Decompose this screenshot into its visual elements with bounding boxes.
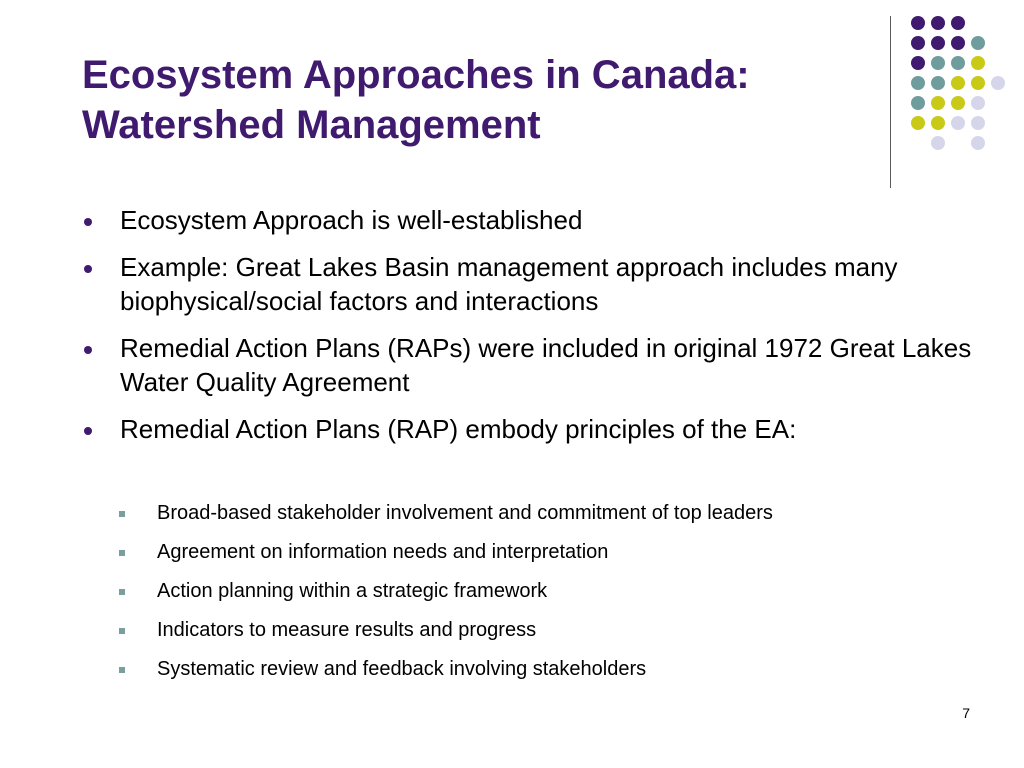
- bullet-item: [84, 250, 984, 318]
- bullet-text: Example: Great Lakes Basin management approach includes many biophysical/social factors and interactions: [120, 252, 898, 316]
- dot-purple: [911, 16, 925, 30]
- sub-bullet-marker: [119, 511, 125, 517]
- dot-teal: [951, 56, 965, 70]
- sub-bullet-text: Agreement on information needs and interpretation: [157, 541, 609, 563]
- dot-yellow: [971, 76, 985, 90]
- dot-lavender: [971, 96, 985, 110]
- sub-bullet-text: Broad-based stakeholder involvement and commitment of top leaders: [157, 502, 773, 524]
- dot-yellow: [951, 76, 965, 90]
- sub-bullet-text: Action planning within a strategic framework: [157, 580, 548, 602]
- sub-bullet-item: [117, 578, 977, 617]
- dot-teal: [911, 76, 925, 90]
- dot-teal: [931, 76, 945, 90]
- dot-lavender: [931, 136, 945, 150]
- bullet-item: [84, 203, 984, 237]
- sub-bullet-text: Systematic review and feedback involving stakeholders: [157, 658, 647, 680]
- sub-bullet-marker: [119, 628, 125, 634]
- dot-purple: [911, 36, 925, 50]
- title-line-1: Ecosystem Approaches in Canada:: [82, 53, 750, 97]
- dot-lavender: [951, 116, 965, 130]
- sub-bullet-marker: [119, 589, 125, 595]
- sub-bullet-item: [117, 617, 977, 656]
- dot-teal: [931, 56, 945, 70]
- dot-purple: [951, 36, 965, 50]
- sub-bullet-text: Indicators to measure results and progress: [157, 619, 537, 641]
- dot-purple: [911, 56, 925, 70]
- dot-lavender: [971, 136, 985, 150]
- dot-yellow: [971, 56, 985, 70]
- bullet-text: Ecosystem Approach is well-established: [120, 205, 583, 235]
- bullet-text: Remedial Action Plans (RAPs) were included in original 1972 Great Lakes Water Quality Agreement: [120, 333, 972, 397]
- bullet-marker: [84, 427, 92, 435]
- sub-bullet-marker: [119, 550, 125, 556]
- page-number: 7: [962, 705, 970, 721]
- sub-bullet-marker: [119, 667, 125, 673]
- dot-purple: [931, 16, 945, 30]
- bullet-marker: [84, 218, 92, 226]
- bullet-item: [84, 412, 984, 446]
- dot-teal: [971, 36, 985, 50]
- bullet-text: Remedial Action Plans (RAP) embody principles of the EA:: [120, 414, 797, 444]
- dot-teal: [911, 96, 925, 110]
- dot-yellow: [931, 96, 945, 110]
- dot-lavender: [971, 116, 985, 130]
- dot-purple: [951, 16, 965, 30]
- bullet-marker: [84, 346, 92, 354]
- sub-bullet-item: [117, 539, 977, 578]
- main-bullet-list: [84, 203, 984, 459]
- sub-bullet-item: [117, 656, 977, 695]
- bullet-item: [84, 331, 984, 399]
- dot-lavender: [991, 76, 1005, 90]
- dot-yellow: [951, 96, 965, 110]
- title-line-2: Watershed Management: [82, 103, 541, 147]
- dot-yellow: [931, 116, 945, 130]
- bullet-marker: [84, 265, 92, 273]
- dot-yellow: [911, 116, 925, 130]
- sub-bullet-item: [117, 500, 977, 539]
- dot-purple: [931, 36, 945, 50]
- decorative-dot-grid: [0, 0, 1024, 200]
- sub-bullet-list: [117, 500, 977, 695]
